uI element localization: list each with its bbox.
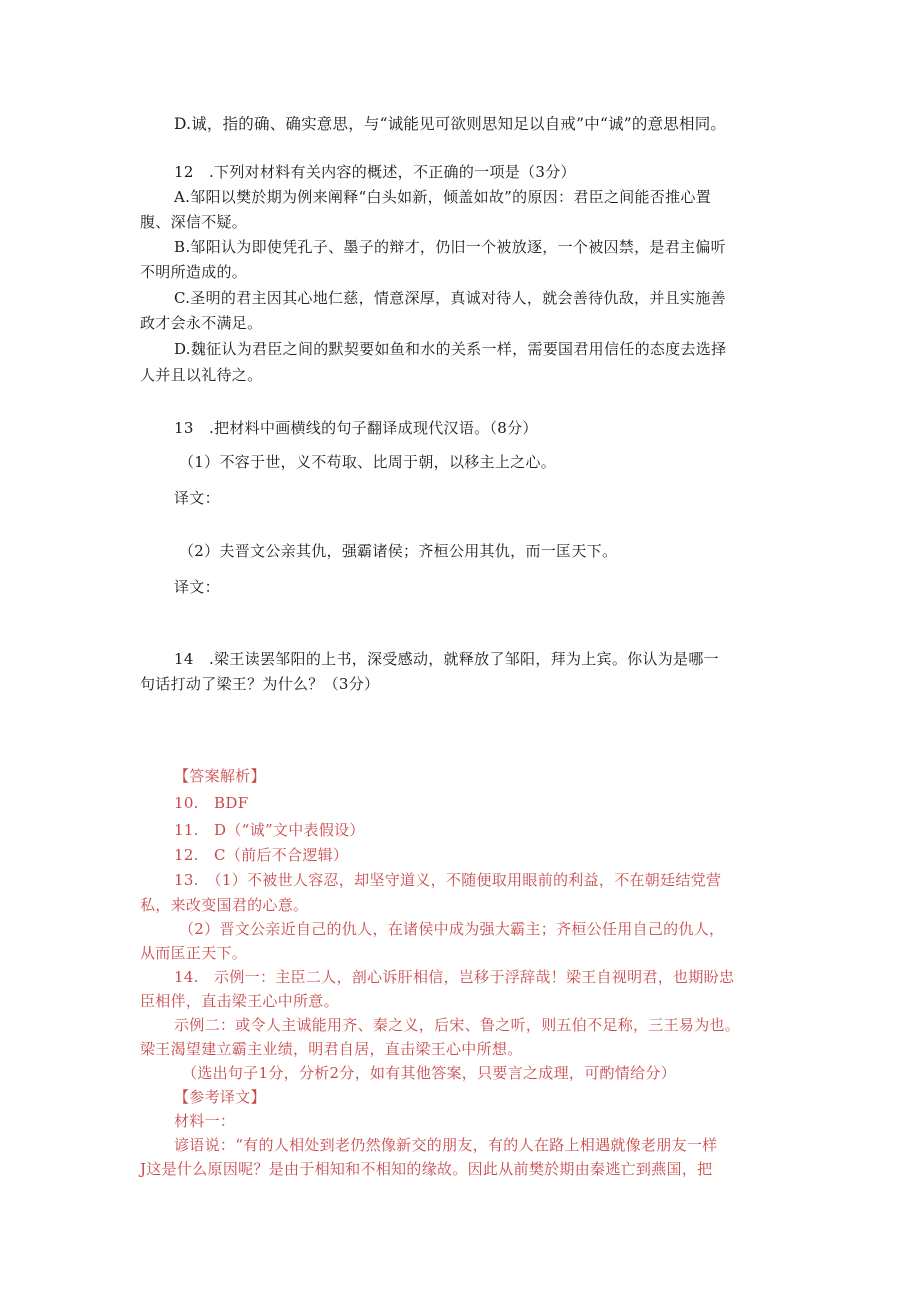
q12-option-b-line2: 不明所造成的。: [140, 263, 248, 281]
scoring-note: （选出句子1分，分析2分，如有其他答案，只要言之成理，可酌情给分）: [182, 1064, 676, 1082]
q12-option-c-line1: C.圣明的君主因其心地仁慈，情意深厚，真诚对待人，就会善待仇敌，并且实施善: [174, 289, 726, 307]
q12-option-a-line1: A.邹阳以樊於期为例来阐释“白头如新，倾盖如故”的原因：君臣之间能否推心置: [174, 188, 712, 206]
answer-13-1-line1: 13. （1）不被世人容忍，却坚守道义，不随便取用眼前的利益，不在朝廷结党营: [174, 871, 722, 889]
answer-13-2-line1: （2）晋文公亲近自己的仇人，在诸侯中成为强大霸主；齐桓公任用自己的仇人，: [179, 920, 725, 938]
answer-14-example2-line2: 梁王渴望建立霸主业绩，明君自居，直击梁王心中所想。: [140, 1040, 523, 1058]
q12-option-b-line1: B.邹阳认为即使凭孔子、墨子的辩才，仍旧一个被放逐，一个被囚禁，是君主偏听: [174, 238, 726, 256]
q12-stem: 12 .下列对材料有关内容的概述，不正确的一项是（3分）: [174, 163, 576, 181]
q12-option-d-line1: D.魏征认为君臣之间的默契要如鱼和水的关系一样，需要国君用信任的态度去选择: [174, 340, 727, 358]
answer-10: 10. BDF: [174, 794, 249, 812]
answer-13-2-line2: 从而匡正天下。: [140, 944, 248, 962]
translation-line2: J这是什么原因呢？是由于相知和不相知的缘故。因此从前樊於期由秦逃亡到燕国，把: [140, 1160, 713, 1178]
q13-sentence-2: （2）夫晋文公亲其仇，强霸诸侯；齐桓公用其仇，而一匡天下。: [179, 542, 618, 560]
answer-14-example1-line2: 臣相伴，直击梁王心中所意。: [140, 992, 339, 1010]
q13-translation-label-2: 译文：: [174, 578, 220, 596]
q13-stem: 13 .把材料中画横线的句子翻译成现代汉语。（8分）: [174, 419, 538, 437]
q12-option-d-line2: 人并且以礼待之。: [140, 366, 263, 384]
answer-11: 11. D（“诚”文中表假设）: [174, 821, 365, 839]
q13-sentence-1: （1）不容于世，义不苟取、比周于朝，以移主上之心。: [179, 453, 557, 471]
material-label: 材料一：: [174, 1112, 236, 1130]
q14-line1: 14 .梁王读罢邹阳的上书，深受感动，就释放了邹阳，拜为上宾。你认为是哪一: [174, 650, 719, 668]
q13-translation-label-1: 译文：: [174, 489, 220, 507]
q12-option-a-line2: 腹、深信不疑。: [140, 213, 248, 231]
translation-line1: 谚语说：“有的人相处到老仍然像新交的朋友，有的人在路上相遇就像老朋友一样: [174, 1136, 718, 1154]
q14-line2: 句话打动了梁王？为什么？（3分）: [140, 675, 380, 693]
answer-header: 【答案解析】: [174, 767, 266, 785]
answer-13-1-line2: 私，来改变国君的心意。: [140, 896, 309, 914]
answer-14-example1-line1: 14. 示例一：主臣二人，剖心诉肝相信，岂移于浮辞哉！梁王自视明君，也期盼忠: [174, 968, 735, 986]
answer-14-example2-line1: 示例二：或令人主诚能用齐、秦之义，后宋、鲁之听，则五伯不足称，三王易为也。: [174, 1016, 741, 1034]
q11-option-d: D.诚，指的确、确实意思，与“诚能见可欲则思知足以自戒”中“诚”的意思相同。: [174, 115, 727, 133]
q12-option-c-line2: 政才会永不满足。: [140, 314, 263, 332]
reference-translation-header: 【参考译文】: [174, 1088, 266, 1106]
answer-12: 12. C（前后不合逻辑）: [174, 846, 349, 864]
